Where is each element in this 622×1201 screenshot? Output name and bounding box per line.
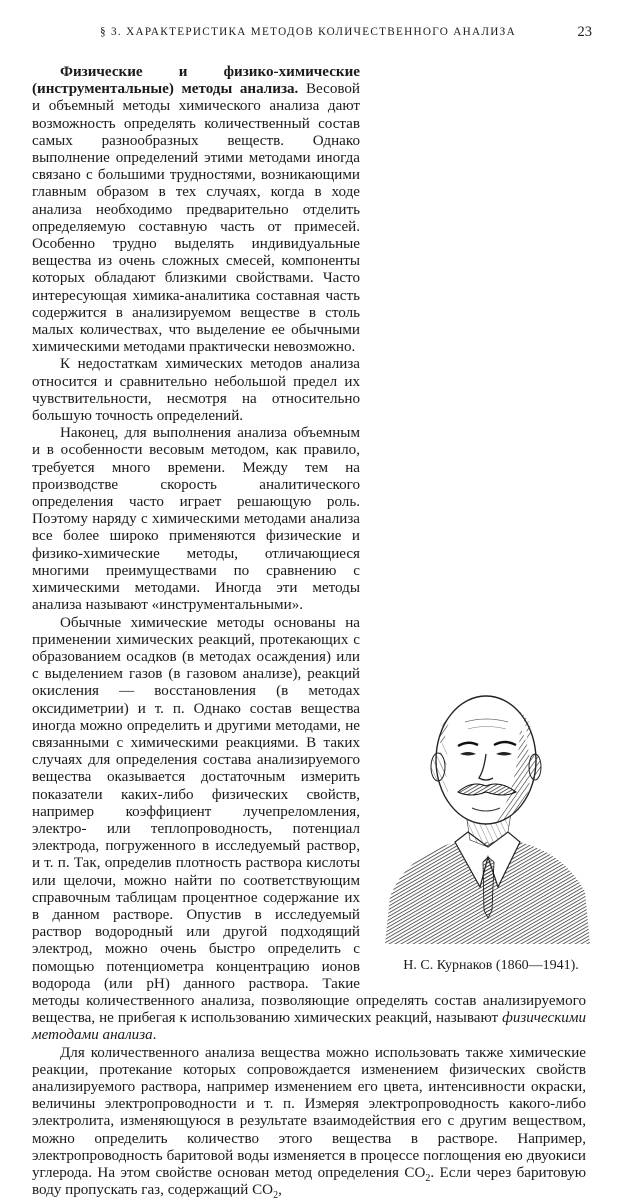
paragraph-4-text: Обычные химические методы основаны на применении химических реакций, протекающих с образованием осадков (в методах осаждения) или с выделением газов (в газовом анализе), реакций окисления — восстановления (в методах оксидиметрии) и т. п. Однако состав вещества иногда можно определить и другими методами, не связанными с химическими реакциями. В таких случаях для определения состава анализируемого вещества оказывается достаточным измерить показатели каких-либо физических свойств, например коэффициент лучепреломления, электро- или теплопроводность, потенциал электрода, погруженного в исследуемый раствор, и т. п. Так, определив плотность раствора кислоты или щелочи, можно найти по соответствующим справочным таблицам процентное содержание их в данном растворе. Опустив в исследуемый раствор водородный или другой подходящий электрод, можно очень быстро определить с помощью потенциометра концентрацию ионов водорода (или pH) данного раствора. Такие методы количественного анализа, позволяющие определять состав анализируемого вещества, не прибегая к использованию химических реакций, называют [32, 614, 586, 1027]
paragraph-4-end: . [152, 1027, 157, 1044]
emphasis-physical-methods: физическими методами анализа [32, 1010, 586, 1044]
subscript-2b: 2 [273, 1190, 279, 1201]
running-head: § 3. ХАРАКТЕРИСТИКА МЕТОДОВ КОЛИЧЕСТВЕННОГО АНАЛИЗА [100, 26, 516, 38]
paragraph-5 [32, 1045, 586, 1200]
tie [483, 857, 494, 918]
paragraph-1 [32, 64, 586, 356]
body-text [32, 64, 586, 1199]
figure-caption: Н. С. Курнаков (1860—1941). [403, 958, 579, 973]
paragraph-5-text: Для количественного анализа вещества можно использовать также химические реакции, протекание которых сопровождается изменением физических свойств анализируемого раствора, например изменением его цвета, интенсивности окраски, величины электропроводности и т. п. Измеряя электропроводность какого-либо электролита, изменяющуюся в результате взаимодействия его с другим веществом, можно определить количество этого вещества в растворе. Например, электропроводность баритовой воды изменяется в процессе поглощения ею двуокиси углерода. На этом свойстве основан метод определения CO [32, 1044, 586, 1181]
portrait-kurnakov [380, 682, 592, 944]
paragraph-1-text: Весовой и объемный методы химического анализа дают возможность определять количественный состав самых разнообразных веществ. Однако выполнение определений этими методами иногда связано с большими трудностями, возникающими главным образом в тех случаях, когда в ходе анализа необходимо предварительно отделить определяемую составную часть от примесей. Особенно трудно выделять индивидуальные вещества из очень сложных смесей, компоненты которых обладают близкими свойствами. Часто интересующая химика-аналитика составная часть содержится в анализируемом веществе в столь малых количествах, что выделение ее обычными химическими методами практически невозможно. [32, 81, 361, 356]
paragraph-2: К недостаткам химических методов анализа относится и сравнительно небольшой предел их чувствительности, несмотря на относительно большую точность определений. [32, 356, 360, 425]
page-number: 23 [577, 24, 592, 40]
section-heading: Физические и физико-химические (инструментальные) методы анализа. [32, 64, 360, 98]
paragraph-5-mid: . Если через баритовую воду пропускать газ, содержащий CO [32, 1165, 586, 1199]
running-header [30, 26, 592, 46]
paragraph-5-end: , [278, 1182, 282, 1199]
subscript-2: 2 [425, 1173, 431, 1185]
paragraph-3: Наконец, для выполнения анализа объемным и в особенности весовым методом, как правило, требуется много времени. Между тем на производстве скорость аналитического определения часто играет решающую роль. Поэтому наряду с химическими методами анализа все более широко применяются физические и физико-химические методы, отличающиеся многими преимуществами по сравнению с химическими методами. Иногда эти методы анализа называют «инструментальными». [32, 425, 360, 614]
